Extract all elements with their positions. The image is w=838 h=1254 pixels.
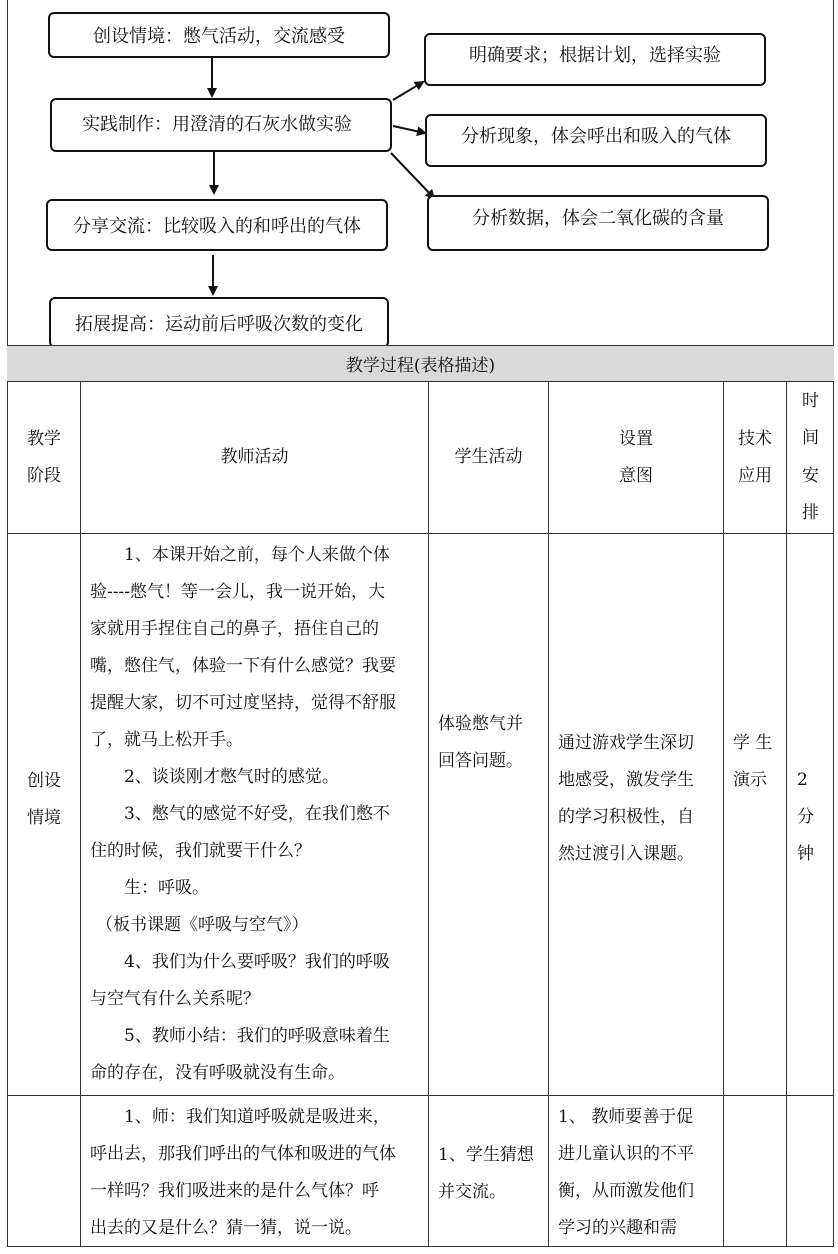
row1-intent-line: 的学习积极性，自	[558, 807, 694, 827]
row1-teacher-line: 与空气有什么关系呢？	[90, 989, 260, 1009]
header-time	[787, 382, 834, 533]
row2-teacher-line: 1、师：我们知道呼吸就是吸进来，	[124, 1107, 390, 1127]
row1-teacher-line: 家就用手捏住自己的鼻子，捂住自己的	[90, 619, 379, 639]
row1-intent	[558, 725, 720, 873]
row1-stage-line2: 情境	[27, 808, 61, 828]
header-time-c2: 间	[802, 428, 819, 448]
section-title: 教学过程(表格描述)	[7, 345, 834, 382]
row1-teacher-line: （板书课题《呼吸与空气》）	[96, 915, 309, 935]
header-tech-line1: 技术	[738, 428, 772, 449]
row1-time-line: 分	[797, 807, 814, 827]
row1-intent-line: 通过游戏学生深切	[558, 733, 694, 753]
row1-student-line: 体验憋气并	[438, 714, 523, 734]
header-student-activity	[429, 382, 548, 533]
row1-stage-line1: 创设	[27, 771, 61, 791]
row1-teacher-line: 5、教师小结：我们的呼吸意味着生	[124, 1026, 390, 1046]
flow-node-phenomenon: 分析现象，体会呼出和吸入的气体	[425, 114, 767, 167]
flow-node-practice: 实践制作：用澄清的石灰水做实验	[50, 98, 392, 152]
row1-teacher-line: 住的时候，我们就要干什么？	[90, 841, 311, 861]
row1-stage	[8, 760, 80, 840]
row1-teacher-line: 3、憋气的感觉不好受，在我们憋不	[124, 804, 390, 824]
row1-time-line: 钟	[797, 844, 814, 864]
row2-student-activity	[438, 1137, 544, 1211]
row1-teacher-line: 4、我们为什么要呼吸？我们的呼吸	[124, 952, 390, 972]
row2-intent-line: 1、 教师要善于促	[558, 1107, 694, 1127]
row1-tech	[733, 725, 783, 799]
row2-teacher-line: 呼出去，那我们呼出的气体和吸进的气体	[90, 1144, 396, 1164]
header-tech-line2: 应用	[738, 465, 772, 486]
flow-node-requirement: 明确要求；根据计划，选择实验	[424, 33, 766, 86]
header-student-label: 学生活动	[454, 447, 523, 467]
row1-intent-line: 然过渡引入课题。	[558, 844, 694, 864]
row2-teacher-activity	[90, 1099, 422, 1247]
arrow-practice-to-phenomenon	[393, 126, 425, 133]
row1-teacher-line: 1、本课开始之前，每个人来做个体	[124, 545, 390, 565]
header-intent-line1: 设置	[619, 428, 653, 449]
header-time-c1: 时	[802, 390, 819, 411]
row1-time	[797, 762, 827, 873]
row1-teacher-line: 生：呼吸。	[124, 878, 209, 898]
row1-tech-line: 学 生	[733, 733, 773, 753]
row1-teacher-line: 提醒大家，切不可过度坚持，觉得不舒服	[90, 693, 396, 713]
header-tech	[724, 382, 786, 533]
row2-intent	[558, 1099, 720, 1247]
flow-node-share: 分享交流：比较吸入的和呼出的气体	[46, 199, 388, 251]
row1-teacher-line: 2、谈谈刚才憋气时的感觉。	[124, 767, 339, 787]
row2-student-line: 1、学生猜想	[438, 1145, 534, 1165]
row2-intent-line: 进儿童认识的不平	[558, 1144, 694, 1164]
row1-student-activity	[438, 706, 544, 780]
flow-node-extend: 拓展提高：运动前后呼吸次数的变化	[49, 297, 389, 348]
header-stage-line1: 教学	[27, 428, 61, 449]
row1-teacher-line: 嘴，憋住气，体验一下有什么感觉？我要	[90, 656, 396, 676]
header-time-c3: 安	[802, 465, 819, 486]
header-stage-line2: 阶段	[27, 465, 61, 486]
row2-intent-line: 衡，从而激发他们	[558, 1181, 694, 1201]
arrow-practice-to-requirement	[393, 82, 423, 100]
row1-student-line: 回答问题。	[438, 751, 523, 771]
row2-teacher-line: 出去的又是什么？猜一猜，说一说。	[90, 1218, 362, 1238]
flow-node-situation: 创设情境：憋气活动，交流感受	[48, 12, 390, 58]
row1-intent-line: 地感受，激发学生	[558, 770, 694, 790]
header-intent-line2: 意图	[619, 465, 653, 486]
row1-teacher-line: 验----憋气！等一会儿，我一说开始，大	[90, 582, 385, 602]
header-teacher-label: 教师活动	[220, 447, 289, 467]
row1-tech-line: 演示	[733, 770, 767, 790]
header-intent	[549, 382, 723, 533]
row1-teacher-line: 了，就马上松开手。	[90, 730, 243, 750]
row2-teacher-line: 一样吗？我们吸进来的是什么气体？呼	[90, 1181, 379, 1201]
header-teacher-activity	[81, 382, 428, 533]
row1-teacher-activity	[90, 537, 422, 1092]
row1-teacher-line: 命的存在，没有呼吸就没有生命。	[90, 1063, 345, 1083]
header-stage	[8, 382, 80, 533]
row2-student-line: 并交流。	[438, 1182, 506, 1202]
header-time-c4: 排	[802, 503, 819, 523]
row2-intent-line: 学习的兴趣和需	[558, 1218, 677, 1238]
flow-node-data: 分析数据，体会二氧化碳的含量	[427, 195, 769, 251]
row1-time-line: 2	[797, 770, 808, 790]
